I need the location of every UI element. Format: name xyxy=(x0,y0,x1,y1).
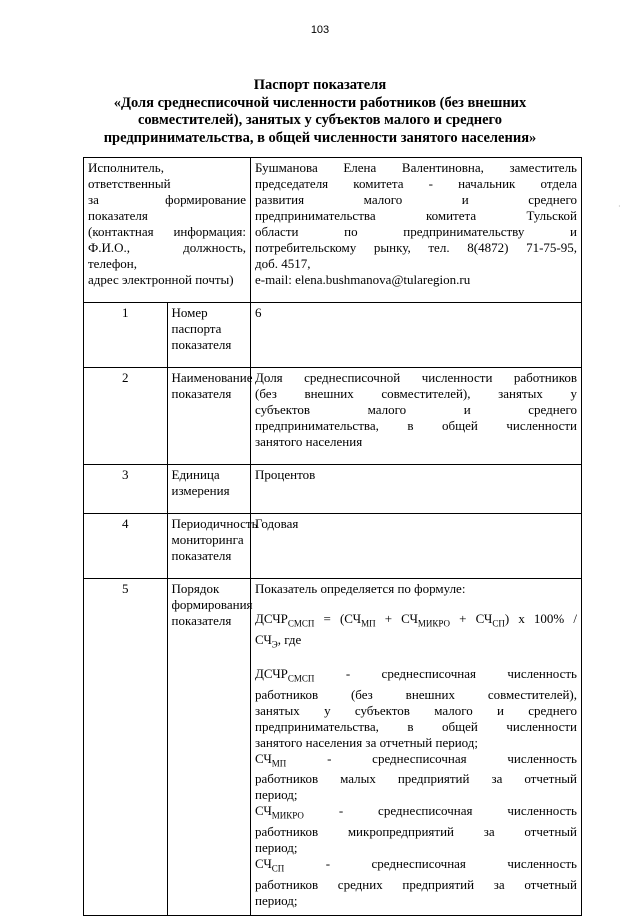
label-line: Исполнитель, ответственный xyxy=(88,160,171,191)
formula-text: = (СЧ xyxy=(314,611,362,626)
definition-line: занятых у субъектов малого и среднего xyxy=(255,702,577,718)
label-line: показателя xyxy=(171,337,232,352)
value-line: предпринимательства комитета Тульской xyxy=(255,208,577,223)
formula-intro: Показатель определяется по формуле: xyxy=(255,581,466,596)
value-line: Бушманова Елена Валентиновна, заместитель xyxy=(255,160,577,175)
def-text: - среднесписочная численность xyxy=(286,750,577,766)
def-symbol: СЧ xyxy=(255,750,272,766)
page-number: 103 xyxy=(310,24,330,36)
row-number: 1 xyxy=(84,303,168,368)
value-line: Доля среднесписочной численности работников xyxy=(255,370,577,385)
value-line: субъектов малого и среднего xyxy=(255,402,577,417)
label-line: Единица измерения xyxy=(171,467,230,498)
formula-text: + СЧ xyxy=(450,611,493,626)
label-line: за формирование показателя xyxy=(88,192,246,223)
formula-text: ДСЧР xyxy=(255,611,288,626)
label-line: мониторинга показателя xyxy=(171,532,244,563)
label-line: Наименование показателя xyxy=(171,370,253,401)
row-label xyxy=(167,579,251,916)
row-number: 2 xyxy=(84,368,168,465)
value-line: занятого населения xyxy=(255,434,363,449)
title-line: «Доля среднесписочной численности работников (без внешних xyxy=(113,94,527,111)
def-text: - среднесписочная численность xyxy=(303,803,577,819)
def-subscript: СП xyxy=(271,863,285,874)
formula-line xyxy=(255,611,577,632)
table-row xyxy=(84,303,582,368)
row-number: 4 xyxy=(84,514,168,579)
formula-text: СЧ xyxy=(255,631,272,647)
value-line: потребительскому рынку, тел. 8(4872) 71-75-95, xyxy=(255,240,577,255)
formula-subscript: МИКРО xyxy=(417,618,451,629)
executor-label xyxy=(84,158,251,303)
email-line: e-mail: elena.bushmanova@tularegion.ru xyxy=(255,272,471,287)
value-line: развития малого и среднего xyxy=(255,192,577,207)
row-value: 6 xyxy=(251,303,582,368)
document-title xyxy=(60,77,580,147)
row-number: 3 xyxy=(84,465,168,514)
formula-subscript: МП xyxy=(361,618,376,629)
formula-text: ) х 100% / xyxy=(504,611,577,626)
formula-subscript: СП xyxy=(492,618,505,629)
formula-text: , где xyxy=(277,631,302,647)
definition-line: работников (без внешних совместителей), xyxy=(255,686,577,702)
row-label xyxy=(167,303,251,368)
row-label xyxy=(167,514,258,579)
executor-row xyxy=(84,158,582,303)
row-value: Процентов xyxy=(251,465,582,514)
def-symbol: СЧ xyxy=(255,803,272,819)
label-line: адрес электронной почты) xyxy=(88,272,234,287)
definition-line: предпринимательства, в общей численности xyxy=(255,718,577,734)
row-number: 5 xyxy=(84,579,168,916)
def-text: - среднесписочная численность xyxy=(284,855,577,871)
table-row xyxy=(84,368,582,465)
value-line: доб. 4517, xyxy=(255,256,311,271)
label-line: показателя xyxy=(171,613,232,628)
table-row xyxy=(84,579,582,916)
value-line: (без внешних совместителей), занятых у xyxy=(255,386,577,401)
definition-line xyxy=(255,666,577,687)
table-row xyxy=(84,465,582,514)
label-line: Номер паспорта xyxy=(171,305,222,336)
title-line: предпринимательства, в общей численности занятого населения» xyxy=(103,129,537,146)
label-line: Ф.И.О., должность, телефон, xyxy=(88,240,246,271)
definition-line: работников микропредприятий за отчетный xyxy=(255,823,577,839)
formula-subscript: Э xyxy=(271,639,278,650)
definition-line: период; xyxy=(255,839,298,855)
value-line: области по предпринимательству и xyxy=(255,224,577,239)
definition-line: работников средних предприятий за отчетный xyxy=(255,876,577,892)
margin-mark: · xyxy=(618,202,621,211)
passport-table xyxy=(83,157,582,916)
definition-line xyxy=(255,803,577,824)
definition-line: период; xyxy=(255,892,298,908)
def-symbol: СЧ xyxy=(255,855,272,871)
row-value xyxy=(251,368,582,465)
definition-line: работников малых предприятий за отчетный xyxy=(255,771,577,787)
definition-line xyxy=(255,751,577,772)
definition-line: период; xyxy=(255,787,298,803)
row-value: Годовая xyxy=(251,514,582,579)
formula-subscript: СМСП xyxy=(287,618,315,629)
title-line: Паспорт показателя xyxy=(253,77,387,93)
def-subscript: СМСП xyxy=(287,673,315,684)
def-subscript: МИКРО xyxy=(271,810,304,821)
formula-line xyxy=(255,632,577,653)
row-label xyxy=(167,465,251,514)
value-line: председателя комитета - начальник отдела xyxy=(255,176,577,191)
def-symbol: ДСЧР xyxy=(255,666,288,682)
definition-line xyxy=(255,856,577,877)
def-subscript: МП xyxy=(271,758,287,769)
executor-value xyxy=(251,158,582,303)
label-line: Периодичность xyxy=(171,516,258,531)
label-line: (контактная информация: xyxy=(88,224,246,239)
definition-line: занятого населения за отчетный период; xyxy=(255,734,479,750)
table-row xyxy=(84,514,582,579)
row-label xyxy=(167,368,251,465)
label-line: Порядок формирования xyxy=(171,581,253,612)
title-line: совместителей), занятых у субъектов малого и среднего xyxy=(137,112,502,128)
formula-text: + СЧ xyxy=(375,611,418,626)
value-line: предпринимательства, в общей численности xyxy=(255,418,577,433)
formula-cell xyxy=(251,579,582,916)
def-text: - среднесписочная численность xyxy=(314,666,577,682)
